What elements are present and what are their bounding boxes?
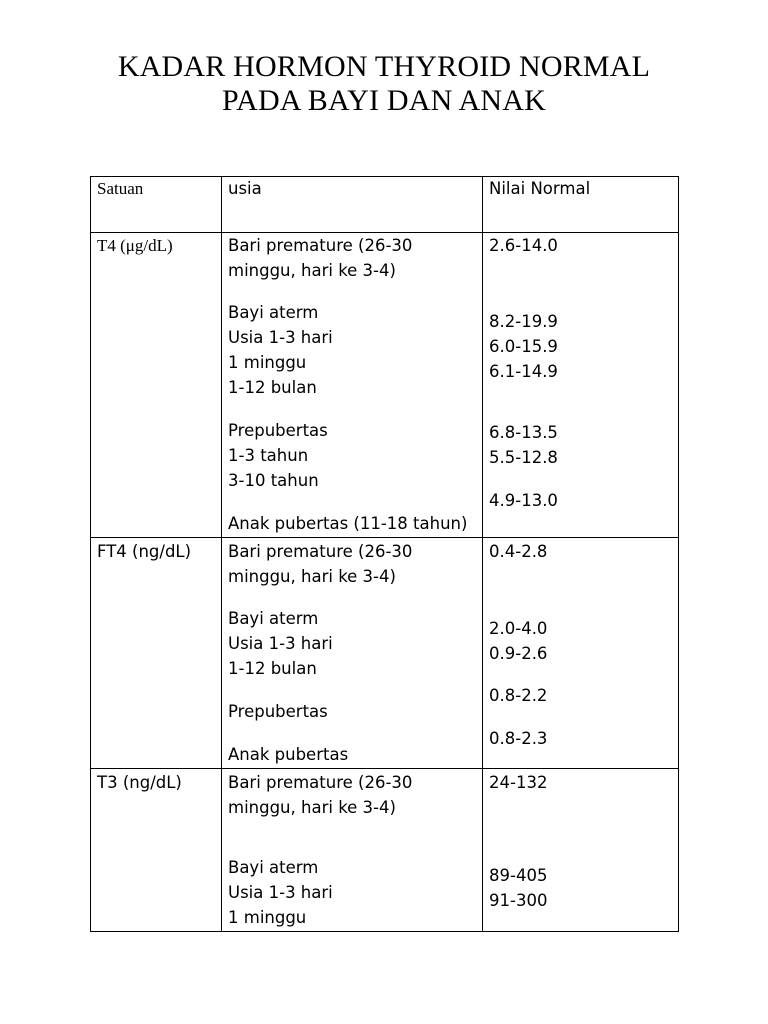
satuan-label: T3 (ng/dL) xyxy=(97,773,182,792)
nilai-value: 6.8-13.5 xyxy=(489,423,558,442)
cell-nilai xyxy=(483,233,679,538)
table-header-row xyxy=(91,177,679,233)
usia-line: 1-12 bulan xyxy=(228,378,317,397)
usia-line: Bayi aterm xyxy=(228,303,319,322)
satuan-label: T4 (μg/dL) xyxy=(97,236,173,255)
header-satuan: Satuan xyxy=(97,179,144,198)
table-row xyxy=(91,233,679,538)
usia-line: Usia 1-3 hari xyxy=(228,634,333,653)
usia-line: 1 minggu xyxy=(228,353,307,372)
header-cell-nilai xyxy=(483,177,679,233)
nilai-value: 24-132 xyxy=(489,773,548,792)
nilai-value: 0.4-2.8 xyxy=(489,542,548,561)
usia-line: Bari premature (26-30 xyxy=(228,236,413,255)
nilai-value: 8.2-19.9 xyxy=(489,312,558,331)
nilai-value: 5.5-12.8 xyxy=(489,448,558,467)
nilai-value: 0.8-2.2 xyxy=(489,686,548,705)
usia-line: Bayi aterm xyxy=(228,609,319,628)
nilai-value: 0.8-2.3 xyxy=(489,729,548,748)
usia-line: Bayi aterm xyxy=(228,858,319,877)
nilai-value: 91-300 xyxy=(489,891,548,910)
cell-usia xyxy=(222,769,483,932)
cell-usia xyxy=(222,538,483,769)
usia-line: 1 minggu xyxy=(228,908,307,927)
cell-nilai xyxy=(483,769,679,932)
usia-line: minggu, hari ke 3-4) xyxy=(228,798,396,817)
table-row xyxy=(91,769,679,932)
cell-usia xyxy=(222,233,483,538)
usia-line: 3-10 tahun xyxy=(228,471,319,490)
nilai-value: 0.9-2.6 xyxy=(489,644,548,663)
usia-line: Anak pubertas xyxy=(228,745,349,764)
header-cell-satuan xyxy=(91,177,222,233)
title-line-2: PADA BAYI DAN ANAK xyxy=(222,84,546,117)
usia-line: 1-3 tahun xyxy=(228,446,309,465)
satuan-label: FT4 (ng/dL) xyxy=(97,542,192,561)
usia-line: minggu, hari ke 3-4) xyxy=(228,567,396,586)
nilai-value: 6.1-14.9 xyxy=(489,362,558,381)
nilai-value: 89-405 xyxy=(489,866,548,885)
hormone-table xyxy=(90,176,679,932)
header-cell-usia xyxy=(222,177,483,233)
header-nilai: Nilai Normal xyxy=(489,179,591,198)
cell-satuan xyxy=(91,233,222,538)
cell-nilai xyxy=(483,538,679,769)
cell-satuan xyxy=(91,769,222,932)
usia-line: minggu, hari ke 3-4) xyxy=(228,261,396,280)
usia-line: Usia 1-3 hari xyxy=(228,883,333,902)
nilai-value: 6.0-15.9 xyxy=(489,337,558,356)
nilai-value: 4.9-13.0 xyxy=(489,491,558,510)
document-title xyxy=(0,50,768,118)
header-usia: usia xyxy=(228,179,262,198)
usia-line: Prepubertas xyxy=(228,702,328,721)
usia-line: Bari premature (26-30 xyxy=(228,773,413,792)
title-line-1: KADAR HORMON THYROID NORMAL xyxy=(117,50,651,83)
usia-line: Anak pubertas (11-18 tahun) xyxy=(228,514,468,533)
nilai-value: 2.0-4.0 xyxy=(489,619,548,638)
nilai-value: 2.6-14.0 xyxy=(489,236,558,255)
usia-line: Prepubertas xyxy=(228,421,328,440)
table-row xyxy=(91,538,679,769)
usia-line: Usia 1-3 hari xyxy=(228,328,333,347)
usia-line: Bari premature (26-30 xyxy=(228,542,413,561)
cell-satuan xyxy=(91,538,222,769)
usia-line: 1-12 bulan xyxy=(228,659,317,678)
